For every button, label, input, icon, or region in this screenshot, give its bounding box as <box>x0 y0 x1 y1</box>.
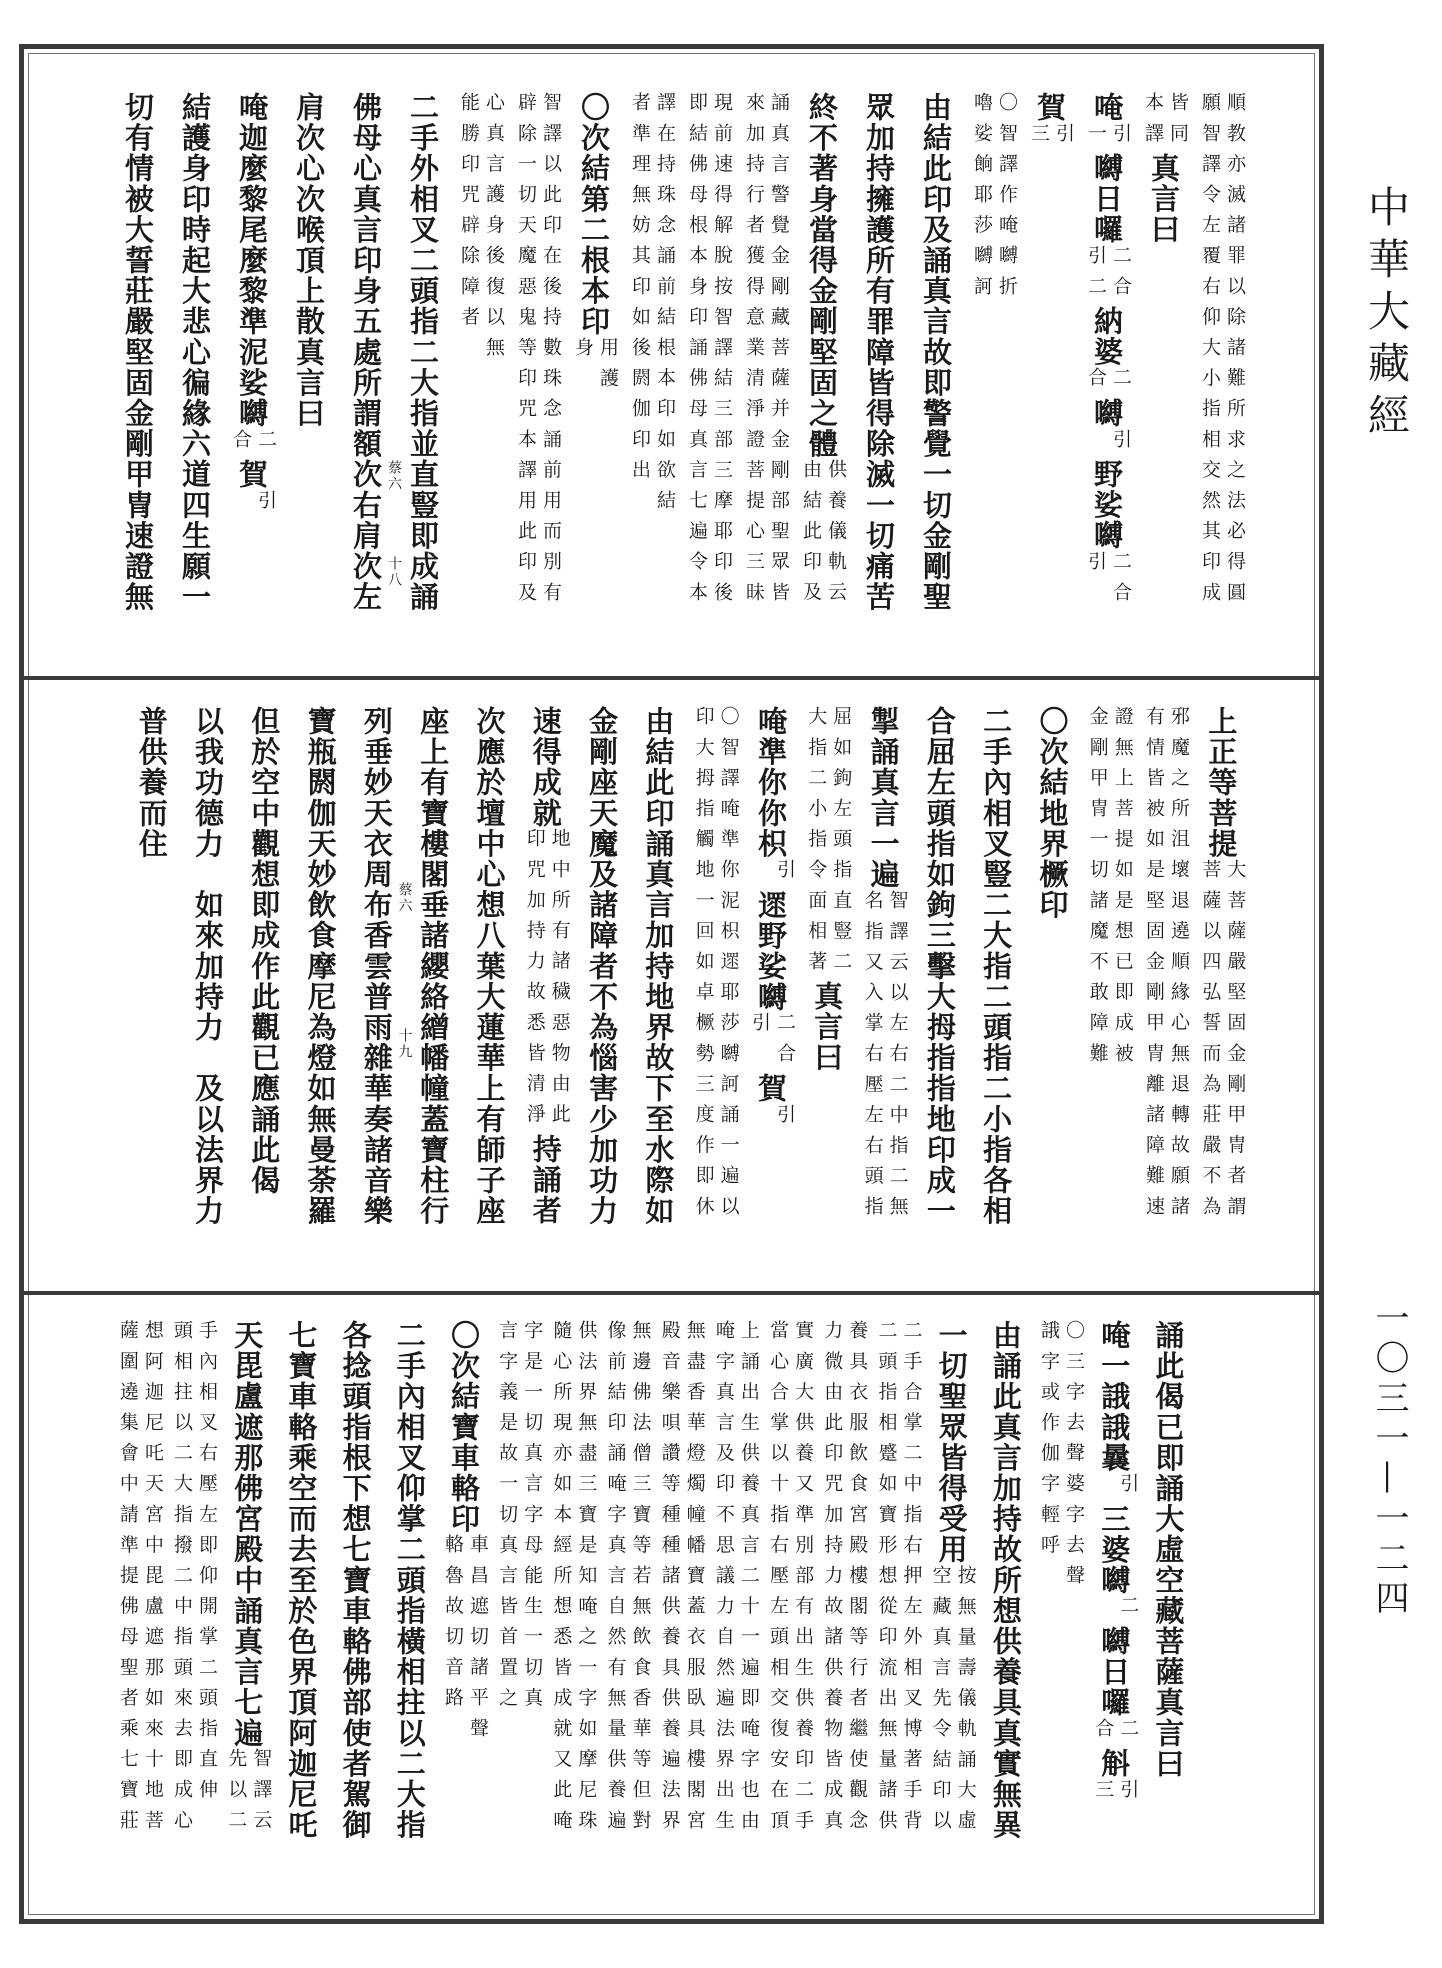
interlinear-note <box>169 1320 219 1841</box>
note-left-line: 唵字真言及印不思議力自然遍法界出生 <box>712 1320 735 1841</box>
text-column <box>736 92 793 612</box>
interlinear-note <box>1141 706 1191 1227</box>
note-left-line: 言字義是故一切真言皆首置之 <box>496 1320 519 1718</box>
main-text: 嚩 <box>1090 398 1124 429</box>
column-group <box>109 92 1249 612</box>
text-column <box>491 1320 545 1840</box>
interlinear-note <box>440 1534 487 1748</box>
note-left-line: 引 <box>1085 551 1107 582</box>
main-text: 唵 <box>1090 92 1124 123</box>
interlinear-note <box>456 92 503 367</box>
main-text: 二手內相叉仰掌二頭指橫相拄以二大指 <box>392 1320 427 1841</box>
note-right-line: 引 <box>773 1103 796 1135</box>
text-column <box>405 706 461 1226</box>
note-right-line: 按無量壽儀軌誦大虛 <box>954 1564 977 1841</box>
note-left-line <box>228 490 250 521</box>
interlinear-note <box>1090 1717 1140 1749</box>
note-right-line: 現前速得解脫按智譯結三部三摩耶印後 <box>711 92 733 613</box>
note-right-line: 用護 <box>597 336 619 399</box>
interlinear-note <box>860 890 907 1227</box>
note-right-line: 實廣大供養又準別部有出生供養印二手 <box>792 1320 815 1841</box>
note-right-line: 二合 <box>773 1012 796 1074</box>
note-left-line <box>1083 429 1105 460</box>
text-column <box>394 92 451 612</box>
interlinear-note <box>494 1320 544 1718</box>
main-text: 七寶車輅乘空而去至於色界頂阿迦尼吒 <box>284 1320 319 1841</box>
text-column <box>911 706 967 1226</box>
note-right-line: 引 <box>255 489 277 521</box>
note-left-line: 者準理無妨其印如後閼伽印出 <box>629 92 651 490</box>
interlinear-note <box>819 1320 869 1841</box>
text-column <box>1136 706 1192 1226</box>
text-column <box>679 92 736 612</box>
text-column <box>348 706 404 1226</box>
main-text: 二手內相叉豎二大指二頭指二小指各相 <box>979 706 1014 1227</box>
text-column <box>1078 92 1135 612</box>
note-right-line: 智譯云以左右二中指二無 <box>886 889 909 1227</box>
note-left-line: 力微由此印咒加持力故諸供養物皆成真 <box>821 1320 844 1841</box>
note-right-line: 二手合掌二中指右押左外相叉博著手背 <box>900 1320 923 1841</box>
interlinear-note <box>548 1320 598 1841</box>
text-column <box>565 92 622 612</box>
note-right-line: 字是一切真言字母能生一切真 <box>521 1320 544 1718</box>
main-text: 持誦者 <box>528 1134 563 1227</box>
main-text: 〇次結寶車輅印 <box>446 1320 481 1535</box>
interlinear-note <box>1083 245 1130 306</box>
interlinear-note <box>1026 123 1073 154</box>
note-right-line: 引 <box>773 859 796 890</box>
note-right-line: 引 <box>1117 1779 1140 1810</box>
note-left-line: 當心合掌以十指右壓左頭相交復安在頂 <box>767 1320 790 1841</box>
interlinear-note <box>969 92 1016 306</box>
column-group <box>111 1320 1195 1840</box>
interlinear-note <box>1090 1595 1140 1627</box>
interlinear-note <box>1083 429 1130 460</box>
note-left-line: 殿音樂唄讚等種種諸供養具供養遍法界 <box>658 1320 681 1841</box>
note-right-line: 譯在持珠念誦前結根本印如欲結 <box>654 92 676 521</box>
main-text: 由誦此真言加持故所想供養具真實無異 <box>988 1320 1023 1841</box>
text-column <box>236 706 292 1226</box>
main-text: 賀 <box>235 459 269 490</box>
main-text: 二手外相叉二頭指二大指並直豎即成誦 <box>406 92 440 613</box>
interlinear-note <box>741 92 788 612</box>
note-left-line: 合 <box>1085 367 1107 399</box>
interlinear-note <box>570 337 617 398</box>
text-column <box>109 92 166 612</box>
interlinear-note <box>1083 123 1130 154</box>
text-panel-top <box>24 50 1319 676</box>
note-left-line: 像前結印誦唵字真言自然有無量供養遍 <box>604 1320 627 1841</box>
note-left-line <box>1090 1595 1112 1626</box>
note-left-line: 大指二小指令面相著 <box>805 706 828 982</box>
main-text: 嚩日囉 <box>1097 1626 1132 1718</box>
main-text: 嚩日囉 <box>1090 153 1124 246</box>
note-right-line: 車昌遮切諸平聲 <box>466 1534 489 1749</box>
main-text: 以我功德力 如來加持力 及以法界力 <box>191 706 225 1227</box>
interlinear-note <box>747 859 794 890</box>
edition-marker: 十九 <box>396 1028 413 1060</box>
main-text: 遝野娑嚩 <box>753 889 788 1013</box>
note-left-line: 本譯 <box>1142 92 1164 154</box>
interlinear-note <box>711 1320 758 1840</box>
note-right-line: 手內相叉右壓左即仰開掌二頭指直伸 <box>196 1320 219 1810</box>
note-left-line: 先以二 <box>225 1748 248 1841</box>
text-column <box>1192 92 1249 612</box>
note-left-line <box>1090 1473 1112 1504</box>
note-left-line: 三 <box>1092 1779 1115 1810</box>
main-text: 唵一誐誐曩 <box>1097 1320 1132 1473</box>
text-column <box>742 706 798 1226</box>
text-column <box>165 1320 219 1840</box>
text-column <box>223 92 280 612</box>
main-text: 誦此偈已即誦大虛空藏菩薩真言曰 <box>1151 1320 1186 1779</box>
main-text: 列垂妙天衣周布香雲普雨雜華奏諸音樂 <box>359 706 394 1227</box>
text-column <box>111 1320 165 1840</box>
interlinear-note <box>522 828 569 1134</box>
main-text: 由結此印及誦真言故即警覺一切金剛聖 <box>919 92 953 613</box>
note-right-line: 二合 <box>1110 551 1132 613</box>
text-column <box>461 706 517 1226</box>
note-left-line: 願智譯令左覆右仰大小指相交然其印成 <box>1199 92 1221 613</box>
text-column <box>622 92 679 612</box>
main-text: 終不著身當得金剛堅固之體 <box>805 92 839 460</box>
text-column <box>280 92 337 612</box>
note-left-line: 引二 <box>1085 245 1107 307</box>
text-column <box>599 1320 653 1840</box>
main-text: 眾加持擁護所有罪障皆得除滅一切痛苦 <box>862 92 896 613</box>
main-text: 〇次結第二根本印 <box>577 92 611 337</box>
note-left-line: 誐字或作伽字輕呼 <box>1038 1320 1061 1565</box>
main-text: 佛母心真言印身五處所謂額次右肩次左 <box>349 92 383 613</box>
text-column <box>451 92 508 612</box>
interlinear-note <box>1090 1779 1140 1810</box>
collection-title: 中華大藏經 <box>1362 185 1411 445</box>
note-left-line: 二頭指相蹙如寶形想從印流出無量諸供 <box>875 1320 898 1841</box>
note-right-line: 無邊佛法僧三寶等若無飲食香華等但對 <box>629 1320 652 1841</box>
text-column <box>292 706 348 1226</box>
main-text: 真言曰 <box>810 981 845 1074</box>
note-left-line: 印大拇指觸地一回如卓橛勢三度作即休 <box>692 706 715 1227</box>
main-text: 上正等菩提 <box>1204 706 1239 859</box>
main-text: 座上有寶樓閣垂諸纓絡繒幡幢蓋寶柱行 <box>416 706 451 1227</box>
note-right-line: 〇三字去聲婆字去聲 <box>1063 1320 1086 1596</box>
interlinear-note <box>603 1320 650 1840</box>
main-text: 天毘盧遮那佛宮殿中誦真言七遍 <box>230 1320 265 1749</box>
interlinear-note <box>1083 367 1130 398</box>
note-left-line: 能勝印咒辟除障者 <box>458 92 480 337</box>
text-column <box>545 1320 599 1840</box>
text-column <box>793 92 850 612</box>
text-column <box>978 1320 1032 1840</box>
panel-divider <box>19 1291 1324 1295</box>
interlinear-note <box>228 429 275 460</box>
note-right-line: 順教亦滅諸罪以除諸難所求之法必得圓 <box>1224 92 1246 613</box>
note-right-line: 〇智譯作唵嚩折 <box>996 92 1018 307</box>
note-right-line: 引 <box>1117 1473 1140 1504</box>
note-left-line: 輅魯故切音路 <box>441 1534 464 1718</box>
interlinear-note <box>873 1320 923 1841</box>
main-text: 金剛座天魔及諸障者不為惱害少加功力 <box>585 706 620 1227</box>
note-right-line: 誦真言警覺金剛藏菩薩并金剛部聖眾皆 <box>768 92 790 613</box>
main-text: 掣誦真言一遍 <box>866 706 901 890</box>
edition-marker: 蔡六 <box>386 460 402 492</box>
note-right-line: 二 <box>1117 1595 1140 1627</box>
note-right-line: 二 <box>1117 1717 1140 1749</box>
text-column <box>573 706 629 1226</box>
note-right-line: 供法界無盡三寶是知唵之一字如摩尼珠 <box>575 1320 598 1841</box>
main-text: 切有情被大誓莊嚴堅固金剛甲冑速證無 <box>121 92 155 613</box>
text-column <box>1024 706 1080 1226</box>
note-right-line: 皆同 <box>1167 92 1189 154</box>
main-text: 斛 <box>1097 1748 1132 1780</box>
note-left-line: 由結此印及 <box>800 459 822 613</box>
interlinear-note <box>657 1320 704 1840</box>
interlinear-note <box>627 92 674 520</box>
note-left-line: 名指又入掌右壓左右頭指 <box>861 889 884 1227</box>
note-right-line: 邪魔之所沮壞退遶順緣心無退轉故願諸 <box>1168 706 1191 1227</box>
interlinear-note <box>747 1104 794 1135</box>
text-column <box>1141 1320 1195 1840</box>
note-left-line: 合 <box>1092 1717 1115 1749</box>
interlinear-note <box>1197 859 1247 1227</box>
main-text: 次應於壇中心想八葉大蓮華上有師子座 <box>472 706 507 1227</box>
note-right-line: 上誦出生供養真言二十一遍即唵字也由 <box>737 1320 760 1841</box>
main-text: 結護身印時起大悲心徧緣六道四生願一 <box>178 92 212 613</box>
main-text: 各捻頭指根下想七寶車輅佛部使者駕御 <box>338 1320 373 1841</box>
note-right-line: 二合 <box>1110 245 1132 307</box>
main-text: 真言曰 <box>1147 153 1181 246</box>
text-column <box>382 1320 436 1840</box>
interlinear-note <box>513 92 560 612</box>
text-panel-middle <box>24 682 1319 1290</box>
text-column <box>337 92 394 612</box>
note-right-line: 養具衣服飲食宮殿樓閣等行者繼使觀念 <box>846 1320 869 1841</box>
note-right-line: 證無上菩提如是想已即成被 <box>1111 706 1134 1074</box>
note-left-line: 薩圍遶集會中請準提佛母聖者乘七寶莊 <box>116 1320 139 1841</box>
text-column <box>1032 1320 1086 1840</box>
note-right-line: 智譯云 <box>250 1748 273 1841</box>
text-column <box>166 92 223 612</box>
main-text: 賀 <box>753 1073 788 1104</box>
text-column <box>762 1320 816 1840</box>
note-left-line: 有情皆被如是堅固金剛甲冑離諸障難速 <box>1143 706 1166 1227</box>
main-text: 三婆嚩 <box>1097 1503 1132 1596</box>
main-text: 唵準你你枳 <box>753 706 788 859</box>
text-column <box>870 1320 924 1840</box>
note-left-line: 印咒加持力故悉皆清淨 <box>523 828 546 1135</box>
text-column <box>1135 92 1192 612</box>
interlinear-note <box>1140 92 1187 153</box>
interlinear-note <box>1085 706 1132 1073</box>
note-right-line: 想阿迦尼吒天宮中毘盧遮那如來十地菩 <box>141 1320 164 1841</box>
text-column <box>517 706 573 1226</box>
note-left-line: 隨心所現亦如本經所想悉皆成就又此唵 <box>550 1320 573 1841</box>
interlinear-note <box>1036 1320 1086 1596</box>
text-column <box>855 706 911 1226</box>
main-text: 唵迦麼黎尾麼黎準泥娑嚩 <box>235 92 269 429</box>
note-left-line: 即結佛母根本身印誦佛母真言七遍令本 <box>686 92 708 613</box>
main-text: 納婆 <box>1090 306 1124 368</box>
interlinear-note <box>798 459 845 612</box>
text-column <box>907 92 964 612</box>
main-text: 合屈左頭指如鉤三擊大拇指指地印成一 <box>922 706 957 1227</box>
text-column <box>924 1320 978 1840</box>
main-text: 寶瓶閼伽天妙飲食摩尼為燈如無曼荼羅 <box>303 706 338 1227</box>
main-text: 肩次心次喉頂上散真言曰 <box>292 92 326 429</box>
interlinear-note <box>747 1012 794 1073</box>
text-column <box>220 1320 274 1840</box>
text-column <box>1080 706 1136 1226</box>
text-column <box>799 706 855 1226</box>
text-column <box>274 1320 328 1840</box>
text-column <box>707 1320 761 1840</box>
text-column <box>630 706 686 1226</box>
main-text: 普供養而住 <box>134 706 169 859</box>
note-left-line: 金剛甲冑一切諸魔不敢障難 <box>1086 706 1109 1074</box>
text-column <box>1021 92 1078 612</box>
note-left-line: 菩薩以四弘誓而為莊嚴不為 <box>1199 859 1222 1227</box>
note-left-line: 空藏真言先令結印以 <box>929 1564 952 1841</box>
text-column <box>686 706 742 1226</box>
interlinear-note <box>223 1748 273 1841</box>
column-group <box>123 706 1249 1226</box>
main-text: 由結此印誦真言加持地界故下至水際如 <box>641 706 676 1227</box>
panel-divider <box>19 676 1324 680</box>
note-left-line <box>747 1104 769 1135</box>
text-column <box>1193 706 1249 1226</box>
note-right-line: 無盡香華燈燭幢幡寶蓋衣服臥具樓閣宮 <box>683 1320 706 1841</box>
text-column <box>436 1320 490 1840</box>
text-column <box>968 706 1024 1226</box>
text-column <box>179 706 235 1226</box>
note-right-line: 地中所有諸穢惡物由此 <box>548 828 571 1135</box>
interlinear-note <box>1090 1473 1140 1504</box>
note-right-line: 屈如鉤左頭指直豎二 <box>830 706 853 982</box>
interlinear-note <box>691 706 738 1226</box>
text-column <box>508 92 565 612</box>
note-left-line: 身 <box>572 336 594 368</box>
note-right-line: 引 <box>1053 122 1075 154</box>
main-text: 野娑嚩 <box>1090 459 1124 552</box>
text-column <box>816 1320 870 1840</box>
note-right-line: 引 <box>1110 122 1132 154</box>
main-text: 賀 <box>1033 92 1067 123</box>
note-right-line: 心真言護身後復以無 <box>483 92 505 368</box>
note-right-line: 智譯以此印在後持數珠念誦前用而別有 <box>540 92 562 613</box>
text-panel-bottom <box>24 1296 1319 1920</box>
note-left-line: 辟除一切天魔惡鬼等印咒本譯用此印及 <box>515 92 537 613</box>
note-right-line: 大菩薩嚴堅固金剛甲冑者謂 <box>1224 859 1247 1227</box>
interlinear-note <box>228 490 275 521</box>
interlinear-note <box>803 706 853 982</box>
note-right-line: 供養儀軌云 <box>825 459 847 613</box>
text-column <box>1087 1320 1141 1840</box>
interlinear-note <box>1083 551 1130 612</box>
interlinear-note <box>765 1320 815 1841</box>
note-left-line <box>747 859 769 890</box>
note-left-line: 頭相拄以二大指撥二中指頭來去即成心 <box>171 1320 194 1841</box>
note-left-line: 引 <box>748 1012 771 1043</box>
note-left-line: 一 <box>1085 122 1107 154</box>
interlinear-note <box>928 1565 975 1840</box>
text-column <box>850 92 907 612</box>
text-column <box>123 706 179 1226</box>
text-column <box>653 1320 707 1840</box>
main-text: 但於空中觀想即成作此觀已應誦此偈 <box>247 706 282 1196</box>
edition-marker: 蔡六 <box>396 882 413 914</box>
main-text: 一切聖眾皆得受用 <box>934 1320 969 1565</box>
text-column <box>964 92 1021 612</box>
edition-marker: 十八 <box>386 556 402 588</box>
interlinear-note <box>115 1320 162 1840</box>
note-left-line: 合 <box>230 428 252 460</box>
main-text: 〇次結地界橛印 <box>1035 706 1070 921</box>
page-number: 一〇三一—一二四 <box>1369 1300 1409 1620</box>
note-right-line: 引 <box>1110 428 1132 460</box>
note-right-line: 〇智譯唵準你泥枳遝耶莎嚩訶誦一遍以 <box>717 706 740 1227</box>
note-left-line: 來加持行者獲得意業清淨證菩提心三昧 <box>743 92 765 613</box>
interlinear-note <box>1197 92 1244 612</box>
note-left-line: 嚕娑餉耶莎嚩訶 <box>971 92 993 307</box>
note-right-line: 二 <box>255 428 277 460</box>
main-text: 速得成就 <box>528 706 563 829</box>
note-right-line: 二 <box>1110 367 1132 399</box>
interlinear-note <box>684 92 731 612</box>
text-column <box>328 1320 382 1840</box>
note-left-line: 三 <box>1028 122 1050 154</box>
